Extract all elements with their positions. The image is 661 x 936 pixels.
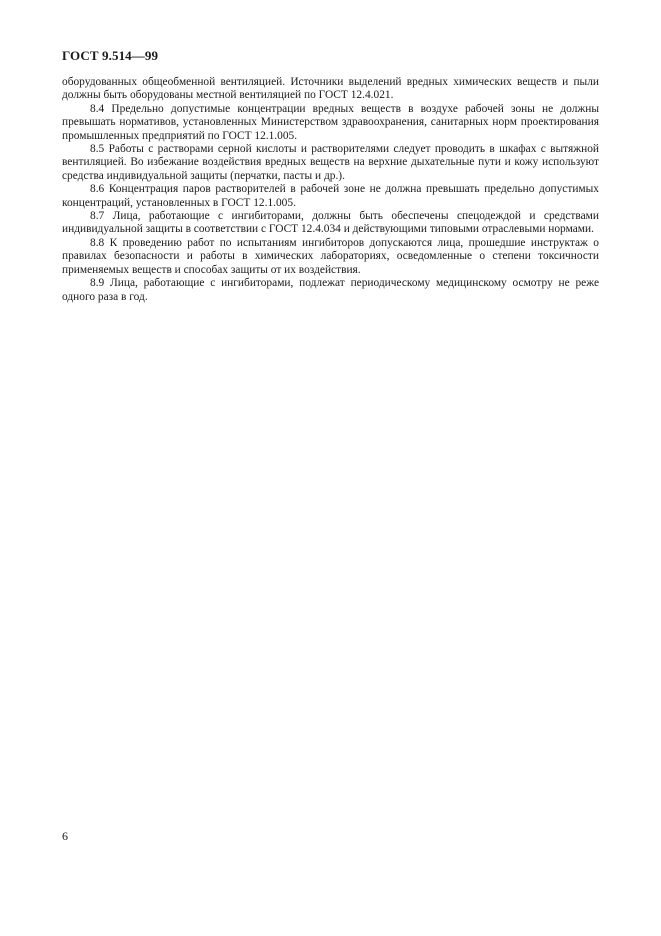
paragraph-8-6: 8.6 Концентрация паров растворителей в рабочей зоне не должна превышать предельно допустимых концентраций, установленных в ГОСТ 12.1.005. <box>62 183 599 209</box>
document-body <box>62 76 599 304</box>
page-number: 6 <box>62 829 68 843</box>
paragraph-8-4: 8.4 Предельно допустимые концентрации вредных веществ в воздухе рабочей зоны не должны превышать нормативов, установленных Министерством здравоохранения, санитарных норм проектирования промышленных предприятий по ГОСТ 12.1.005. <box>62 102 599 142</box>
document-header: ГОСТ 9.514—99 <box>62 48 159 63</box>
paragraph-8-7: 8.7 Лица, работающие с ингибиторами, должны быть обеспечены спецодеждой и средствами индивидуальной защиты в соответствии с ГОСТ 12.4.034 и действующими типовыми отраслевыми нормами. <box>62 210 599 236</box>
paragraph-8-9: 8.9 Лица, работающие с ингибиторами, подлежат периодическому медицинскому осмотру не реже одного раза в год. <box>62 277 599 303</box>
paragraph-8-8: 8.8 К проведению работ по испытаниям ингибиторов допускаются лица, прошедшие инструктаж о правилах безопасности и работы в химических лабораториях, осведомленные о степени токсичности применяемых веществ и способах защиты от их воздействия. <box>62 236 599 276</box>
paragraph-8-5: 8.5 Работы с растворами серной кислоты и растворителями следует проводить в шкафах с вытяжной вентиляцией. Во избежание воздействия вредных веществ на верхние дыхательные пути и кожу используют средства индивидуальной защиты (перчатки, пасты и др.). <box>62 143 599 182</box>
paragraph-continuation: оборудованных общеобменной вентиляцией. Источники выделений вредных химических веществ и пыли должны быть оборудованы местной вентиляцией по ГОСТ 12.4.021. <box>62 76 599 102</box>
